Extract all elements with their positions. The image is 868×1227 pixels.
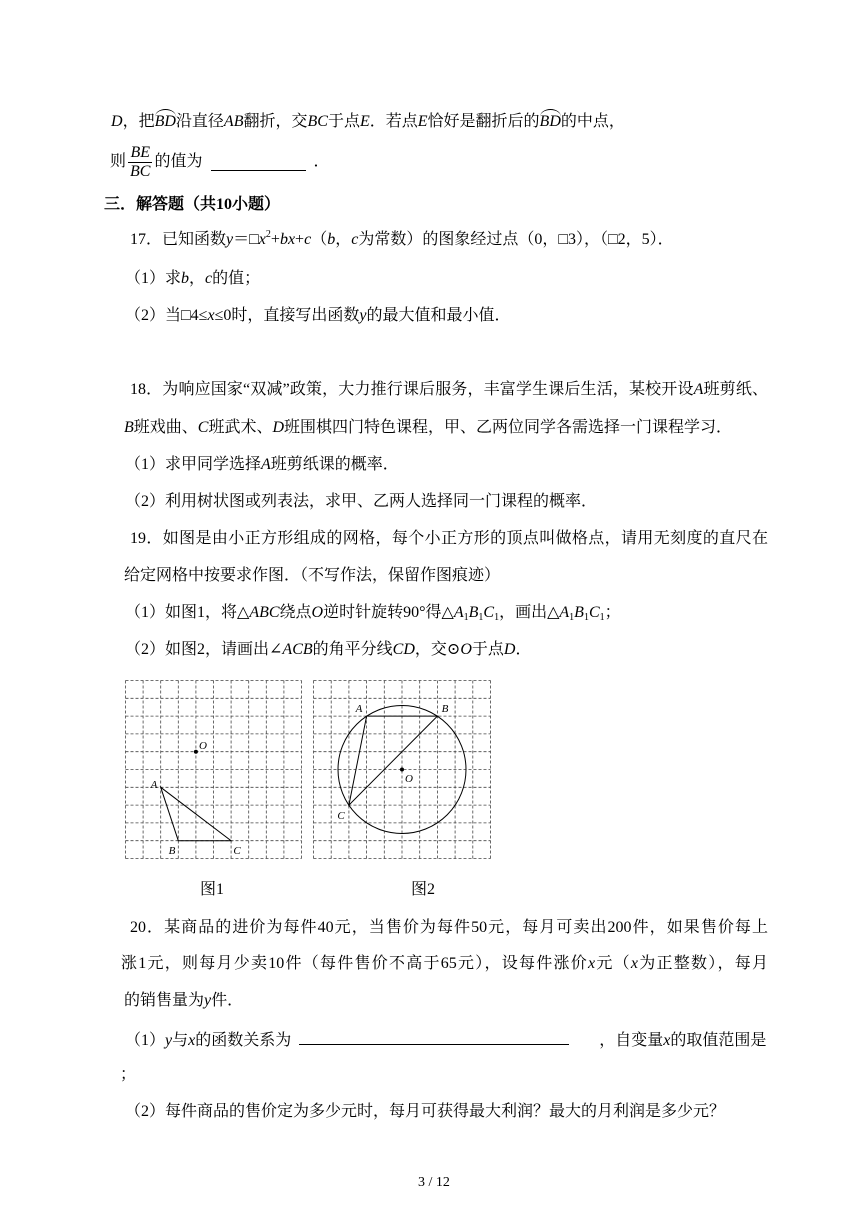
ratio-fraction xyxy=(128,144,152,181)
math-variable: bx xyxy=(279,231,296,248)
text-run: （ xyxy=(311,231,328,248)
text-run: ，画出△ xyxy=(499,604,560,621)
figure-2-caption: 图2 xyxy=(411,881,436,898)
q17-part-1 xyxy=(125,269,260,289)
math-variable: ABC xyxy=(249,604,280,621)
text-run: 的最大值和最小值． xyxy=(366,307,511,324)
arc-notation: BD xyxy=(154,113,176,130)
text-run: 班戏曲、 xyxy=(133,419,198,436)
text-run: 19．如图是由小正方形组成的网格，每个小正方形的顶点叫做格点，请用无刻度的直尺在 xyxy=(130,530,768,547)
label-c: C xyxy=(337,810,345,822)
text-run: ； xyxy=(604,604,621,621)
math-variable: b xyxy=(327,231,336,248)
math-variable: c xyxy=(351,231,359,248)
subscript: 1 xyxy=(569,612,575,623)
text-run: 班围棋四门特色课程，甲、乙两位同学各需选择一门课程学习． xyxy=(284,419,733,436)
math-variable: B xyxy=(574,604,584,621)
text-run: + xyxy=(295,231,305,248)
math-variable: x xyxy=(207,307,215,324)
point-o-dot xyxy=(400,768,404,772)
math-variable: x xyxy=(588,955,596,972)
math-variable: A xyxy=(693,381,704,398)
math-variable: x xyxy=(663,1032,671,1049)
text-run: ，自变量 xyxy=(599,1032,664,1049)
figure-2-grid xyxy=(313,680,491,859)
q20-part-1-range-prompt xyxy=(599,1032,766,1049)
text-run: 与 xyxy=(172,1032,189,1049)
text-run: 20．某商品的进价为每件40元，当售价为每件50元，每月可卖出200件，如果售价每上 xyxy=(130,919,768,936)
label-o: O xyxy=(405,773,413,785)
function-answer-blank xyxy=(299,1028,569,1045)
text-run: 为正整数），每月 xyxy=(637,955,768,972)
text-run: 18．为响应国家“双减”政策，大力推行课后服务，丰富学生课后生活，某校开设 xyxy=(130,381,694,398)
text-run: 班剪纸课的概率． xyxy=(270,456,399,473)
text-run: （1）如图1，将△ xyxy=(125,604,250,621)
figure-1-grid xyxy=(125,680,302,859)
math-variable: y xyxy=(204,992,212,1009)
math-variable: y xyxy=(165,1032,173,1049)
math-variable: b xyxy=(181,270,190,287)
q17-stem xyxy=(130,230,674,250)
math-variable: O xyxy=(460,641,472,658)
math-variable: E xyxy=(359,113,370,130)
q20-part-1-end xyxy=(120,1065,136,1085)
figure-1-caption: 图1 xyxy=(200,881,225,898)
text-run: 沿直径 xyxy=(175,113,224,130)
answer-suffix: 的值为 xyxy=(154,153,203,170)
text-run: 逆时针旋转90°得△ xyxy=(323,604,454,621)
math-variable: ACB xyxy=(282,641,313,658)
point-o-dot xyxy=(194,750,198,754)
subscript: 1 xyxy=(494,612,500,623)
math-variable: A xyxy=(453,604,464,621)
text-run: 17．已知函数 xyxy=(130,231,227,248)
text-run: 绕点 xyxy=(279,604,312,621)
text-run: ， xyxy=(335,231,352,248)
math-variable: D xyxy=(272,419,285,436)
q18-part-1 xyxy=(125,455,399,475)
math-variable: c xyxy=(304,231,312,248)
subscript: 1 xyxy=(583,612,589,623)
superscript: 2 xyxy=(265,229,271,240)
q19-stem-line-2 xyxy=(124,566,500,586)
math-variable: BC xyxy=(307,113,328,130)
math-variable: C xyxy=(197,419,209,436)
math-variable: A xyxy=(559,604,570,621)
text-run: + xyxy=(270,231,280,248)
q16-answer-line xyxy=(110,142,330,182)
text-run: （1）求甲同学选择 xyxy=(125,456,262,473)
label-o: O xyxy=(199,740,207,752)
q18-part-2 xyxy=(125,492,597,512)
grid-lines xyxy=(126,681,302,859)
math-variable: y xyxy=(226,231,234,248)
q19-part-1 xyxy=(125,603,621,623)
label-c: C xyxy=(233,845,241,857)
math-variable: B xyxy=(468,604,479,621)
page-number: 3 / 12 xyxy=(418,1175,450,1190)
text-run: ． xyxy=(515,641,532,658)
q20-stem-line-1 xyxy=(130,918,768,938)
q19-part-2 xyxy=(125,640,531,660)
label-b: B xyxy=(168,845,176,857)
q17-part-2 xyxy=(125,306,510,326)
math-variable: E xyxy=(417,113,428,130)
q20-part-1-prompt xyxy=(125,1032,291,1049)
math-variable: CD xyxy=(392,641,415,658)
math-variable: C xyxy=(588,604,600,621)
text-run: （1） xyxy=(125,1032,166,1049)
math-variable: B xyxy=(124,419,134,436)
label-b: B xyxy=(441,703,449,715)
math-variable: A xyxy=(261,456,271,473)
q20-part-2 xyxy=(125,1102,725,1122)
text-run: ≤0时，直接写出函数 xyxy=(214,307,360,324)
text-run: 的值； xyxy=(212,270,261,287)
math-variable: C xyxy=(483,604,495,621)
triangle-acb xyxy=(349,716,438,805)
text-run: 为常数）的图象经过点（0，□3），（□2，5）． xyxy=(358,231,674,248)
text-run: ＝□ xyxy=(233,231,259,248)
q19-stem-line-1 xyxy=(130,529,768,549)
math-variable: c xyxy=(205,270,213,287)
answer-prefix: 则 xyxy=(110,153,127,170)
answer-blank xyxy=(211,154,306,171)
text-run: （2）如图2，请画出∠ xyxy=(125,641,283,658)
q20-stem-line-2 xyxy=(121,954,768,974)
q18-stem-line-1 xyxy=(130,380,768,400)
arc-notation: BD xyxy=(539,113,561,130)
subscript: 1 xyxy=(599,612,605,623)
text-run: （2）利用树状图或列表法，求甲、乙两人选择同一门课程的概率． xyxy=(125,493,598,510)
label-a: A xyxy=(355,703,363,715)
math-variable: D xyxy=(111,113,123,130)
q18-stem-line-2 xyxy=(124,418,732,438)
fraction-denominator: BC xyxy=(130,162,151,180)
q20-stem-line-3 xyxy=(124,991,243,1011)
text-run: 班武术、 xyxy=(208,419,273,436)
fraction-numerator: BE xyxy=(130,143,151,161)
q16-continuation-line xyxy=(111,112,625,132)
text-run: 件． xyxy=(211,992,244,1009)
text-run: ．若点 xyxy=(369,113,418,130)
text-run: 于点 xyxy=(327,113,360,130)
text-run: ，把 xyxy=(122,113,155,130)
math-variable: D xyxy=(503,641,516,658)
text-run: 翻折，交 xyxy=(243,113,308,130)
text-run: （1）求 xyxy=(125,270,182,287)
text-run: （2）当□4≤ xyxy=(125,307,208,324)
math-variable: x xyxy=(188,1032,196,1049)
text-run: 的取值范围是 xyxy=(670,1032,767,1049)
text-run: （2）每件商品的售价定为多少元时，每月可获得最大利润？最大的月利润是多少元？ xyxy=(125,1103,726,1120)
subscript: 1 xyxy=(463,612,469,623)
label-a: A xyxy=(150,779,158,791)
section-heading: 三．解答题（共10小题） xyxy=(104,196,281,213)
subscript: 1 xyxy=(478,612,484,623)
text-run: 元（ xyxy=(595,955,631,972)
text-run: ； xyxy=(120,1066,137,1083)
text-run: 的销售量为 xyxy=(124,992,205,1009)
text-run: 的函数关系为 xyxy=(195,1032,292,1049)
text-run: ，交⊙ xyxy=(414,641,461,658)
text-run: 于点 xyxy=(471,641,504,658)
text-run: 涨1元，则每月少卖10件（每件售价不高于65元），设每件涨价 xyxy=(121,955,588,972)
answer-end: ． xyxy=(313,153,330,170)
math-variable: O xyxy=(311,604,324,621)
math-variable: x xyxy=(258,231,266,248)
math-variable: AB xyxy=(223,113,244,130)
text-run: ， xyxy=(189,270,206,287)
text-run: 给定网格中按要求作图．（不写作法，保留作图痕迹） xyxy=(124,567,501,584)
math-variable: y xyxy=(359,307,367,324)
text-run: 班剪纸、 xyxy=(703,381,768,398)
text-run: 恰好是翻折后的 xyxy=(427,113,540,130)
math-variable: x xyxy=(630,955,638,972)
text-run: 的中点， xyxy=(560,113,625,130)
text-run: 的角平分线 xyxy=(312,641,393,658)
q20-part-1 xyxy=(125,1028,766,1048)
